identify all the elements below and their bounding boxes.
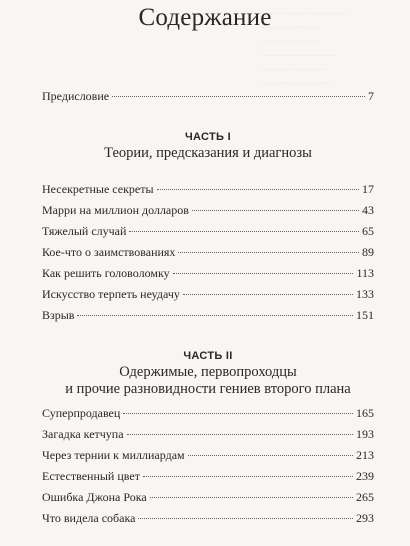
dot-leader [150,497,353,498]
entry-page-number: 151 [356,308,374,322]
entry-label: Загадка кетчупа [42,427,124,441]
entry-page-number: 193 [356,427,374,441]
toc-entry[interactable] [42,308,374,330]
entry-label: Тяжелый случай [42,224,127,238]
entry-page-number: 133 [356,287,374,301]
dot-leader [129,231,359,232]
part-title-line: и прочие разновидности гениев второго плана [65,381,351,397]
page-title: Содержание [138,4,272,31]
toc-entry[interactable] [42,287,374,309]
toc-entry-preface[interactable] [42,89,374,111]
entry-label: Взрыв [42,308,75,322]
toc-entry[interactable] [42,266,374,288]
toc-entry[interactable] [42,427,374,449]
entry-page-number: 293 [356,511,374,525]
entry-page-number: 113 [356,266,374,280]
toc-entry[interactable] [42,182,374,204]
entry-page-number: 165 [356,406,374,420]
dot-leader [123,413,353,414]
entry-label: Что видела собака [42,511,136,525]
bleed-through-text: ─── ──── ────── ──── ───── ────── ─── ──── ───── ── ───── ───── ──────── ─── [260,8,348,88]
toc-entry[interactable] [42,224,374,246]
dot-leader [77,315,353,316]
toc-entry[interactable] [42,245,374,267]
dot-leader [178,252,359,253]
part-number: ЧАСТЬ II [183,350,233,362]
part-title-line: Одержимые, первопроходцы [119,364,297,380]
entry-label: Естественный цвет [42,469,140,483]
dot-leader [143,476,353,477]
part-number: ЧАСТЬ I [185,131,231,143]
toc-entry[interactable] [42,406,374,428]
entry-page-number: 43 [362,203,374,217]
toc-entry[interactable] [42,203,374,225]
dot-leader [173,273,354,274]
dot-leader [112,96,365,97]
entry-page-number: 239 [356,469,374,483]
entry-label: Как решить головоломку [42,266,170,280]
entry-label: Кое-что о заимствованиях [42,245,176,259]
toc-entry[interactable] [42,490,374,512]
entry-label: Несекретные секреты [42,182,154,196]
entry-label: Предисловие [42,89,110,103]
entry-page-number: 265 [356,490,374,504]
entry-page-number: 89 [362,245,374,259]
dot-leader [138,518,353,519]
toc-entry[interactable] [42,448,374,470]
entry-page-number: 7 [368,89,374,103]
dot-leader [157,189,359,190]
part-title-line: Теории, предсказания и диагнозы [104,145,312,161]
toc-entry[interactable] [42,511,374,533]
entry-page-number: 17 [362,182,374,196]
part-1-heading [42,131,374,162]
dot-leader [127,434,353,435]
entry-page-number: 65 [362,224,374,238]
entry-label: Искусство терпеть неудачу [42,287,180,301]
entry-label: Ошибка Джона Рока [42,490,147,504]
dot-leader [183,294,353,295]
dot-leader [192,210,359,211]
part-2-heading [42,350,374,398]
entry-page-number: 213 [356,448,374,462]
dot-leader [188,455,353,456]
toc-entry[interactable] [42,469,374,491]
entry-label: Марри на миллион долларов [42,203,189,217]
entry-label: Через тернии к миллиардам [42,448,185,462]
entry-label: Суперпродавец [42,406,121,420]
